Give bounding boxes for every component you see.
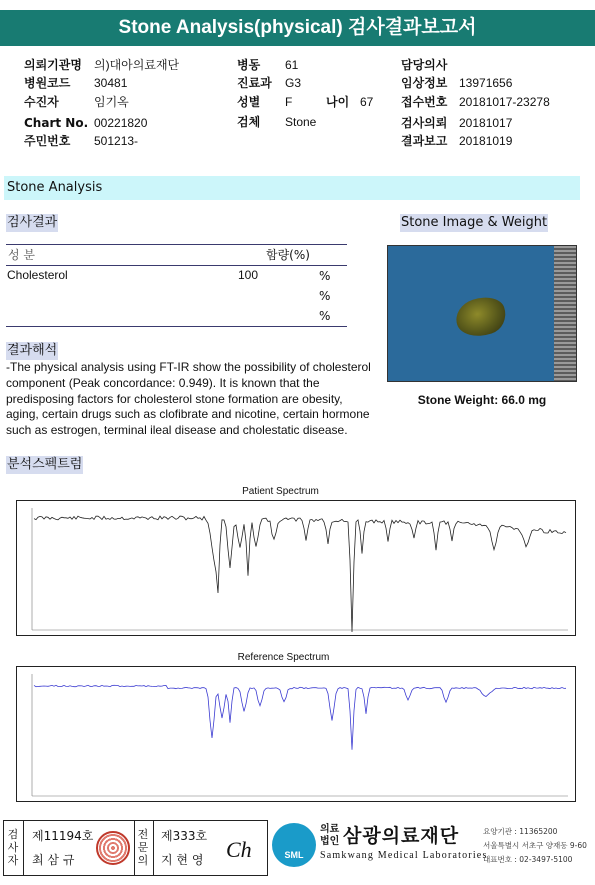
spectrum-heading: 분석스펙트럼 <box>7 457 83 472</box>
reference-spectrum-title: Reference Spectrum <box>237 652 330 663</box>
table-rule <box>6 244 347 245</box>
info-value: 67 <box>360 95 374 109</box>
info-value: 20181019 <box>459 134 513 148</box>
info-value: 임기옥 <box>94 95 129 109</box>
signature-box <box>3 820 268 876</box>
table-rule <box>6 326 347 327</box>
divider <box>134 821 135 875</box>
report-footer <box>0 818 595 880</box>
component-unit: % <box>319 269 331 283</box>
info-value: 61 <box>285 58 299 72</box>
contact-phone: 대표번호 : 02-3497-5100 <box>483 855 573 864</box>
info-row <box>401 56 459 74</box>
info-row <box>24 56 179 74</box>
label-char: 문 <box>137 841 149 854</box>
info-value: 의)대아의료재단 <box>94 58 180 72</box>
info-row <box>401 74 512 92</box>
info-row <box>24 74 127 92</box>
reference-spectrum-chart <box>16 666 576 802</box>
component-unit: % <box>319 289 331 303</box>
info-key: 병동 <box>237 58 261 72</box>
info-key: 진료과 <box>237 76 272 90</box>
label-char: 자 <box>7 854 19 867</box>
component-unit: % <box>319 309 331 323</box>
stone-image <box>387 245 577 382</box>
label-char: 의 <box>137 854 149 867</box>
info-row <box>237 56 298 74</box>
specialist-name: 지 현 영 <box>161 853 204 867</box>
info-row <box>326 93 373 111</box>
examiner-license: 제11194호 <box>32 829 94 843</box>
info-key: 검체 <box>237 115 261 129</box>
info-value: 501213- <box>94 134 139 148</box>
info-key: 수진자 <box>24 95 59 109</box>
info-key: 임상정보 <box>401 76 448 90</box>
interpretation-text: -The physical analysis using FT-IR show the possibility of cholesterol component (Peak concordance: 0.949). It is known that the predisposing factors for cholesterol stone formation are obesity, aging, certain drugs such as clofibrate and nicotine, certain hormone such as estrogen, terminal ileal disease and cholestatic disease. <box>6 360 371 438</box>
patient-spectrum-chart <box>16 500 576 636</box>
result-heading: 검사결과 <box>7 215 58 230</box>
info-value: 20181017 <box>459 116 513 130</box>
info-value: 30481 <box>94 76 128 90</box>
chart-frame <box>17 667 576 802</box>
examiner-label <box>6 828 20 867</box>
report-title: Stone Analysis(physical) 검사결과보고서 <box>0 10 595 46</box>
info-key: 담당의사 <box>401 58 448 72</box>
info-row <box>401 132 512 150</box>
image-heading: Stone Image & Weight <box>401 215 548 230</box>
weight-label: Stone Weight: <box>417 393 499 407</box>
info-key: 접수번호 <box>401 95 448 109</box>
info-key: 결과보고 <box>401 134 448 148</box>
stone-weight <box>387 393 577 407</box>
patient-spectrum-title: Patient Spectrum <box>242 486 319 497</box>
sml-logo: SML <box>272 823 316 867</box>
brand-small-line: 의료 <box>320 824 340 835</box>
info-row <box>237 74 301 92</box>
info-row <box>24 93 129 111</box>
column-header-amount: 함량(%) <box>266 248 310 262</box>
info-row <box>237 113 316 131</box>
info-value: 00221820 <box>94 116 148 130</box>
label-char: 사 <box>7 841 19 854</box>
contact-code: 요양기관 : 11365200 <box>483 827 558 836</box>
section-title: Stone Analysis <box>4 176 580 200</box>
info-row <box>24 132 138 150</box>
info-key: 검사의뢰 <box>401 116 448 130</box>
weight-unit: mg <box>528 393 547 407</box>
specialist-license: 제333호 <box>161 829 208 843</box>
info-value: 20181017-23278 <box>459 95 550 109</box>
info-value: 13971656 <box>459 76 513 90</box>
weight-value: 66.0 <box>501 393 525 407</box>
specialist-label <box>136 828 150 867</box>
ruler-scale <box>554 246 576 381</box>
info-value: G3 <box>285 76 302 90</box>
info-row <box>24 114 147 132</box>
info-value: Stone <box>285 115 317 129</box>
stone-photo <box>451 291 510 343</box>
info-row <box>237 93 292 111</box>
info-key: 성별 <box>237 95 261 109</box>
divider <box>153 821 154 875</box>
seal-stamp <box>96 831 130 865</box>
signature-mark: Ch <box>226 837 252 862</box>
info-row <box>401 114 512 132</box>
info-key: 나이 <box>326 95 350 109</box>
interpretation-heading: 결과해석 <box>7 343 58 358</box>
info-value: F <box>285 95 293 109</box>
brand-name: 삼광의료재단 <box>343 825 460 847</box>
label-char: 검 <box>7 828 19 841</box>
component-value: 100 <box>238 268 259 282</box>
brand-label <box>320 824 339 848</box>
info-key: 주민번호 <box>24 134 71 148</box>
brand-english: Samkwang Medical Laboratories <box>320 850 488 861</box>
info-key: Chart No. <box>24 116 89 130</box>
brand-small-line: 법인 <box>320 836 340 847</box>
contact-address: 서울특별시 서초구 양재동 9-60 <box>483 841 587 850</box>
label-char: 전 <box>137 828 149 841</box>
divider <box>23 821 24 875</box>
info-row <box>401 93 550 111</box>
component-name: Cholesterol <box>7 268 68 282</box>
examiner-name: 최 삼 규 <box>32 853 75 867</box>
column-header-component: 성 분 <box>8 248 35 262</box>
info-key: 의뢰기관명 <box>24 58 82 72</box>
info-key: 병원코드 <box>24 76 71 90</box>
